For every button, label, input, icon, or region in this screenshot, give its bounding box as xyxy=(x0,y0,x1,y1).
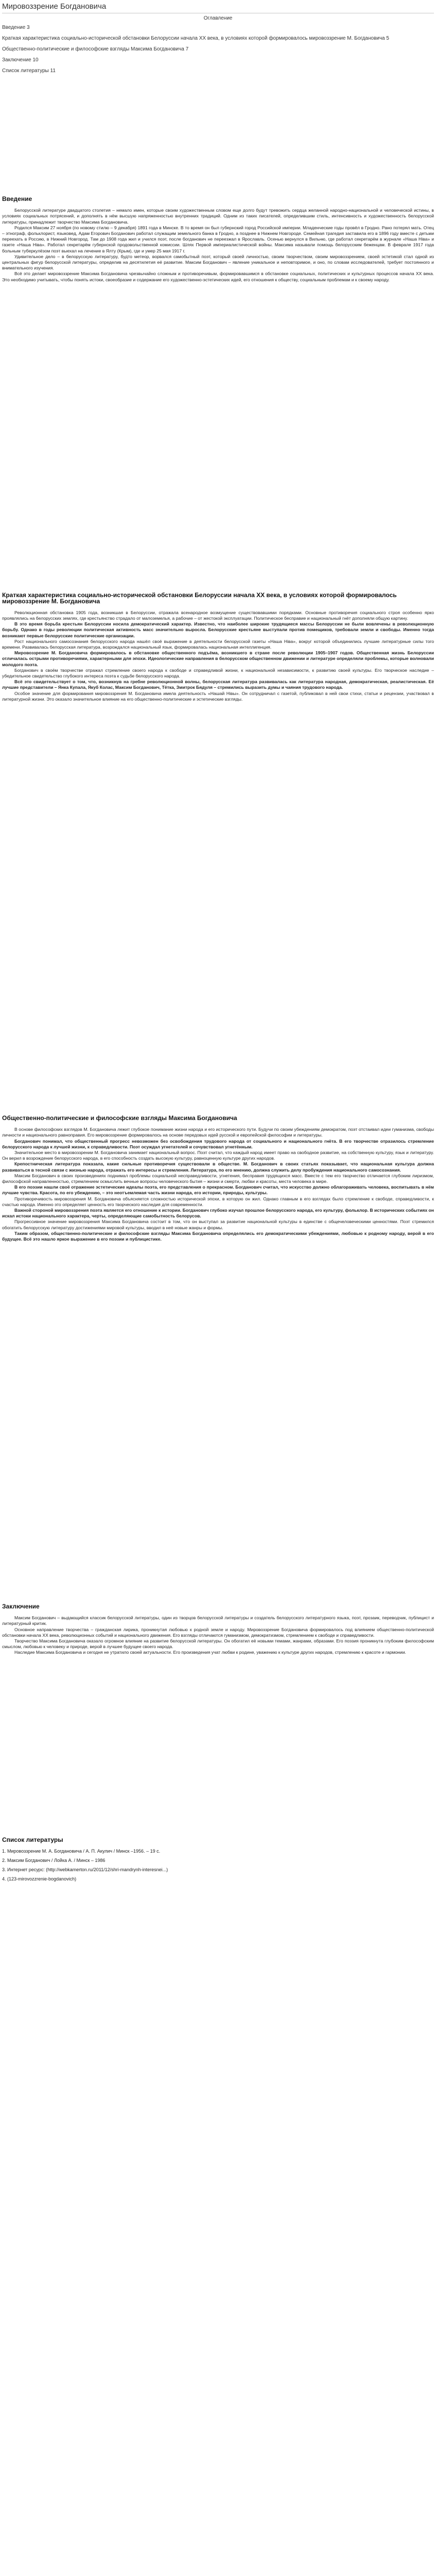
paragraph: Значительное место в мировоззрении М. Богдановича занимает национальный вопрос. Поэт считал, что каждый народ имеет право на свободное развитие, на собственную культуру, язык и литературу. Он верил в возрождение белорусского народа, в его способность создать высокую культуру, равноценную культуре других народов. xyxy=(2,1149,434,1161)
paragraph: Прогрессивное значение мировоззрения Максима Богдановича состоит в том, что он выступал за развитие национальной культуры в единстве с общечеловеческими ценностями. Поэт стремился обогатить белорусскую литературу достижениями мировой культуры, вводил в неё новые жанры и формы. xyxy=(2,1219,434,1230)
section-heading: Общественно-политические и философские взгляды Максима Богдановича xyxy=(2,1114,237,1122)
page-break-space xyxy=(2,702,434,1114)
section-introduction xyxy=(2,195,434,283)
literature-item: 1. Мировоззрение М. А. Богдановича / А. П. Акулич / Минск –1956. – 19 с. xyxy=(2,1848,161,1854)
paragraph: Родился Максим 27 ноября (по новому стилю – 9 декабря) 1891 года в Минске. В то время он был губернский город Российской империи. Младенческие годы провёл в Гродно. Рано потерял мать. Отец – этнограф, фольклорист, языковед, Адам Егорович Богданович работал служащим земельного банка в Гродно, а позднее в Нижнем Новгороде. Семейная трагедия заставила его в 1896 году вместе с детьми переехать в Россию, в Нижний Новгород. Там до 1908 года жил и учился поэт, после богданович не переезжал в Ярославль. Осенью вернулся в Вильню, где работал секретарём в журнале «Наша Ніва» и газете «Наша Ніва». Работал секретарём губернской продовольственной комиссии. Шлях Первой империалистической войны. Максима называли помощь белорусским беженцам. В феврале 1917 года больным туберкулёзом поэт выехал на лечение в Ялту (Крым), где и умер 25 мая 1917 г. xyxy=(2,225,434,253)
page-break-space xyxy=(2,78,434,195)
page-break-space xyxy=(2,1656,434,1836)
section-conclusion xyxy=(2,1603,434,1655)
paragraph: Особое значение для формирования мировоззрения М. Богдановича имела деятельность «Нашай Нівы». Он сотрудничал с газетой, публиковал в ней свои стихи, статьи и рецензии, участвовал в литературной жизни. Это оказало значительное влияние на его общественно-политические и эстетические взгляды. xyxy=(2,690,434,702)
page-break-space xyxy=(2,283,434,592)
paragraph: Основное направление творчества – гражданская лирика, проникнутая любовью к родной земле и народу. Мировоззрение Богдановича формировалось под влиянием общественно-политической обстановки начала XX века, революционных событий и национального движения. Его взгляды отличаются гуманизмом, демократизмом, стремлением к свободе и справедливости. xyxy=(2,1626,434,1638)
paragraph: Всё это свидетельствует о том, что, возникнув на гребне революционной волны, белорусская литература развивалась как литература народная, демократическая, реалистическая. Её лучшие представители – Янка Купала, Якуб Колас, Максим Богданович, Тётка, Змитрок Бядуля – стремились выразить думы и чаяния трудового народа. xyxy=(2,679,434,690)
page-break-space xyxy=(2,1242,434,1603)
toc-link[interactable]: Заключение 10 xyxy=(2,57,39,63)
paragraph: Рост национального самосознания белорусского народа нашёл своё выражение в деятельности белорусской газеты «Наша Ніва», вокруг которой объединились лучшие литературные силы того времени. Развивалась белорусская литература, возрождался национальный язык, формировалась национальная интеллигенция. xyxy=(2,638,434,650)
paragraph: Таким образом, общественно-политические и философские взгляды Максима Богдановича определялись его демократическими убеждениями, любовью к родному народу, верой в его будущее. Всё это нашло яркое выражение в его поэзии и публицистике. xyxy=(2,1230,434,1242)
toc-link[interactable]: Краткая характеристика социально-исторической обстановки Белоруссии начала XX века, в условиях которой формировалось мировоззрение М. Богдановича 5 xyxy=(2,36,389,42)
paragraph: В его поэзии нашли своё отражение эстетические идеалы поэта, его представления о прекрасном. Богданович считал, что искусство должно облагораживать человека, воспитывать в нём лучшие чувства. Красота, по его убеждению, – это неотъемлемая часть жизни народа, его истории, природы, культуры. xyxy=(2,1184,434,1196)
toc-heading: Оглавление xyxy=(203,15,233,21)
paragraph: Удивительное дело – в белорусскую литературу, будто метеор, ворвался самобытный поэт, который своей личностью, своим творчеством, своим мировоззрением, своей эстетикой стал одной из центральных фигур белорусской литературы, определив на десятилетия её развитие. Максим Богданович – явление уникальное и неповторимое, и оно, по словам исследователей, требует постоянного и внимательного изучения. xyxy=(2,253,434,271)
paragraph: Максим Богданович в своих произведениях поднимал проблемы социальной несправедливости, угнетения, бесправия трудящихся масс. Вместе с тем его творчество отличается глубоким лиризмом, философской направленностью, стремлением осмыслить вечные вопросы человеческого бытия – жизни и смерти, любви и красоты, места человека в мире. xyxy=(2,1173,434,1184)
paragraph: В это время борьба крестьян Белоруссии носила демократический характер. Известно, что наиболее широкие трудящиеся массы Белоруссии не были вовлечены в революционную борьбу. Однако в годы революции политическая активность масс значительно выросла. Белорусские крестьяне выступали против помещиков, требовали земли и свободы. Именно тогда возникают первые белорусские политические организации. xyxy=(2,621,434,638)
paragraph: Богданович в своём творчестве отражал стремление своего народа к свободе и справедливой жизни, к национальной независимости, к развитию своей культуры. Его творческое наследие – убедительное свидетельство глубокого интереса поэта к судьбе белорусского народа. xyxy=(2,667,434,679)
section-views xyxy=(2,1114,434,1242)
toc-link[interactable]: Общественно-политические и философские взгляды Максима Богдановича 7 xyxy=(2,46,189,53)
document-body xyxy=(0,78,436,1882)
toc-link[interactable]: Введение 3 xyxy=(2,25,30,31)
toc-item-conclusion[interactable] xyxy=(2,57,434,63)
toc-item-intro[interactable] xyxy=(2,24,434,31)
document-header xyxy=(0,0,436,13)
paragraph: Белорусской литературе двадцатого столетия – немало имен, которые своим художественным словом еще долго будут тревожить сердца желанной народно-национальной и человеческой истины, в условиях социальных потрясений, и дополнять в нём высшую напряженностью внутренних традиций. Одним из таких писателей, определившим стиль, интенсивность и художественность белорусской литературы, принадлежит творчество Максима Богдановича. xyxy=(2,208,434,225)
literature-item: 3. Интернет ресурс: (http://webkamerton.ru/2011/12/shri-mandrynh-interesnei...) xyxy=(2,1867,168,1872)
paragraph: Важной стороной мировоззрения поэта является его отношение к истории. Богданович глубоко изучал прошлое белорусского народа, его культуру, фольклор. В исторических событиях он искал истоки национального характера, черты, определяющие самобытность белорусов. xyxy=(2,1207,434,1219)
paragraph: Наследие Максима Богдановича и сегодня не утратило своей актуальности. Его произведения учат любви к родине, уважению к культуре других народов, стремлению к красоте и гармонии. xyxy=(14,1650,406,1655)
document-title: Мировоззрение Богдановича xyxy=(2,2,107,11)
section-heading: Введение xyxy=(2,195,32,203)
paragraph: Творчество Максима Богдановича оказало огромное влияние на развитие белорусской литературы. Он обогатил её новыми темами, жанрами, образами. Его поэзия проникнута глубоким философским смыслом, любовью к человеку и природе, верой в лучшее будущее своего народа. xyxy=(2,1638,434,1650)
paragraph: Богданович понимал, что общественный прогресс невозможен без освобождения трудового народа от социального и национального гнёта. В его творчестве отразилось стремление белорусского народа к лучшей жизни, к справедливости. Поэт осуждал угнетателей и сочувствовал угнетённым. xyxy=(2,1138,434,1149)
literature-item: 4. (123-mirovozzrenie-bogdanovich) xyxy=(2,1876,77,1882)
table-of-contents xyxy=(0,15,436,74)
paragraph: Противоречивость мировоззрения М. Богдановича объясняется сложностью исторической эпохи, в которую он жил. Однако главным в его взглядах было стремление к свободе, справедливости, к счастью народа. Именно это определяет ценность его творческого наследия для современности. xyxy=(2,1196,434,1207)
paragraph: Всё это делает мировоззрение Максима Богдановича чрезвычайно сложным и противоречивым, формировавшимся в обстановке социальных, политических и культурных процессов начала XX века. Это необходимо учитывать, чтобы понять истоки, своеобразие и содержание его художественно-эстетических идей, его отношения к обществу, социальным проблемам и к своему народу. xyxy=(2,271,434,282)
literature-list xyxy=(2,1849,434,1882)
section-heading: Краткая характеристика социально-исторической обстановки Белоруссии начала XX века, в условиях которой формировалось мировоззрение М. Богдановича xyxy=(2,591,397,605)
toc-item-literature[interactable] xyxy=(2,67,434,74)
section-heading: Список литературы xyxy=(2,1836,63,1843)
literature-item: 2. Максим Богданович / Лойка А. / Минск – 1986 xyxy=(2,1857,106,1863)
section-history xyxy=(2,592,434,702)
paragraph: Крепостническая литература показала, какие сильные противоречия существовали в обществе. М. Богданович в своих статьях показывает, что национальная культура должна развиваться в тесной связи с жизнью народа, отражать его интересы и стремления. Литература, по его мнению, должна служить делу пробуждения национального самосознания. xyxy=(2,1161,434,1173)
paragraph: Максим Богданович – выдающийся классик белорусской литературы, один из творцов белорусской литературы и создатель белорусского литературного языка, поэт, прозаик, переводчик, публицист и литературный критик. xyxy=(2,1615,434,1626)
section-heading: Заключение xyxy=(2,1603,40,1611)
paragraph: Мировоззрение М. Богдановича формировалось в обстановке общественного подъёма, возникшего в стране после революции 1905–1907 годов. Общественная жизнь Белоруссии отличалась острыми противоречиями, характерными для эпохи. Идеологические направления в белорусском общественном движении и литературе определяли проблемы, которые волновали молодого поэта. xyxy=(2,650,434,667)
toc-item-views[interactable] xyxy=(2,46,434,53)
paragraph: В основе философских взглядов М. Богдановича лежит глубокое понимание жизни народа и его исторического пути. Будучи по своим убеждениям демократом, поэт отстаивал идеи гуманизма, свободы личности и национального равноправия. Его мировоззрение формировалось на основе передовых идей русской и европейской философии и литературы. xyxy=(2,1127,434,1138)
section-literature xyxy=(2,1836,434,1882)
paragraph: Революционная обстановка 1905 года, возникшая в Белоруссии, отражала всенародное возмущение существовавшими порядками. Основные противоречия социального строя особенно ярко проявлялись на белорусских землях, где крестьянство страдало от малоземелья, а рабочие – от жестокой эксплуатации. Политическое бесправие и национальный гнёт дополняли общую картину. xyxy=(2,609,434,621)
toc-item-history[interactable] xyxy=(2,35,434,42)
toc-link[interactable]: Список литературы 11 xyxy=(2,68,56,74)
